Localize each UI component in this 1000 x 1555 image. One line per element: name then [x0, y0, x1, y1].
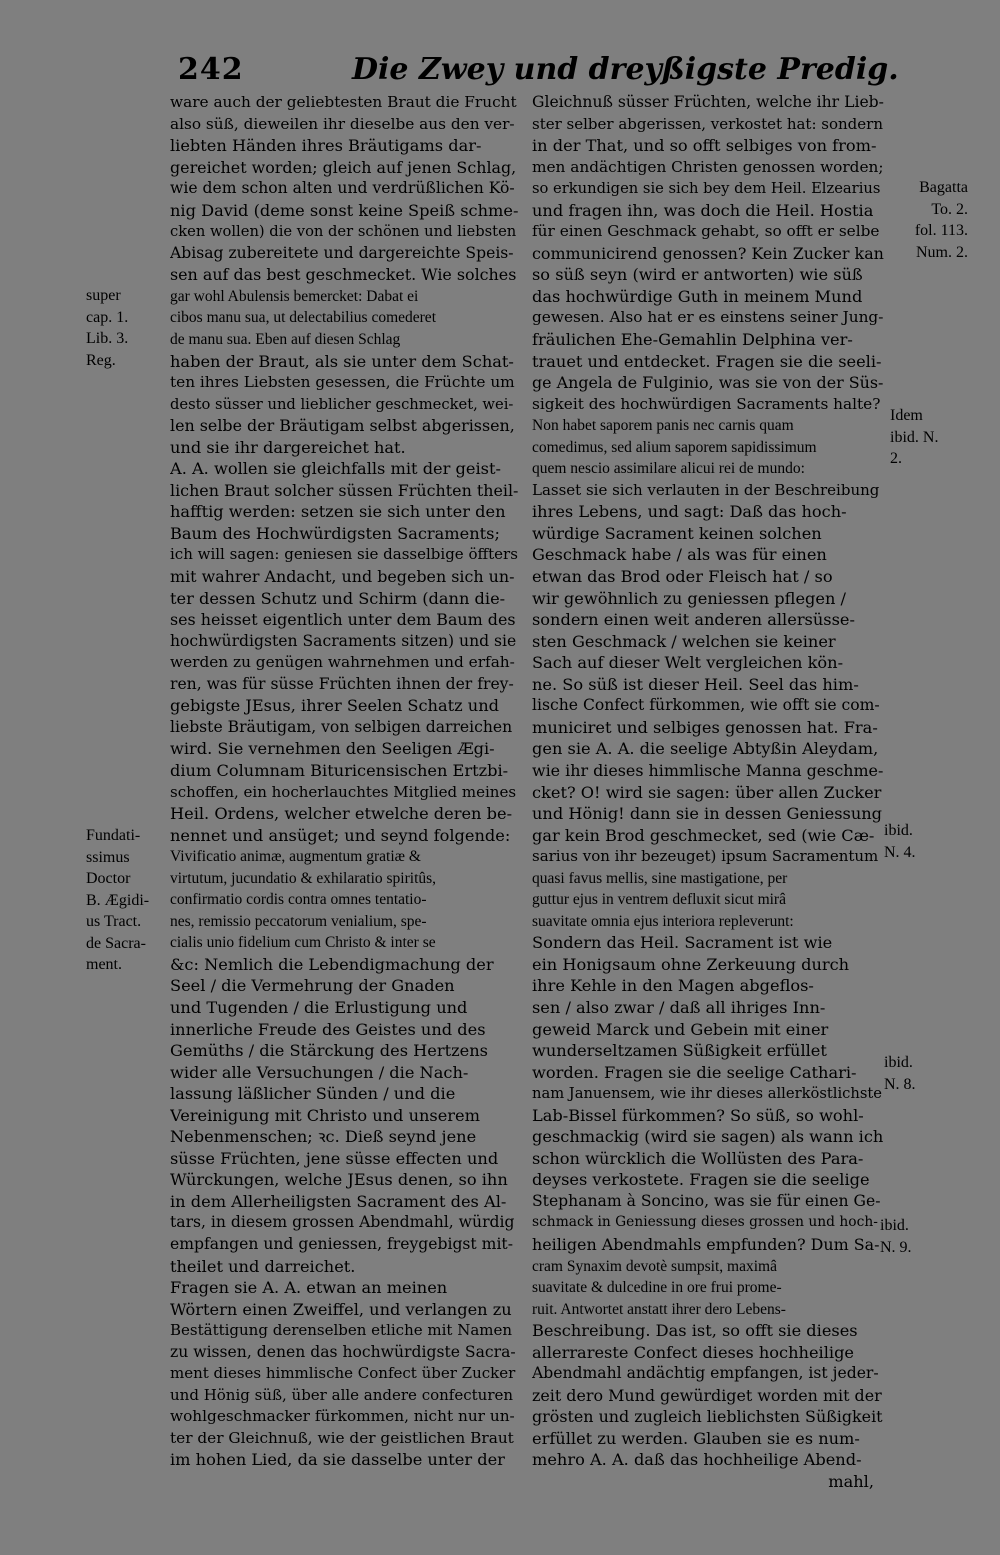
text-line: gar kein Brod geschmecket, sed (wie Cæ-: [532, 825, 875, 845]
margin-note-line: ment.: [86, 956, 122, 973]
text-line: Bestättigung derenselben etliche mit Namen: [170, 1321, 513, 1340]
margin-note-line: 2.: [890, 450, 902, 467]
text-line: quasi favus mellis, sine mastigatione, per: [532, 869, 788, 887]
margin-note-line: Fundati-: [86, 827, 141, 844]
running-title: Die Zwey und dreyßigste Predig.: [352, 52, 899, 87]
text-line: das hochwürdige Guth in meinem Mund: [532, 286, 863, 306]
margin-note-right-3: [884, 820, 916, 863]
text-line: suavitate & dulcedine in ore frui prome-: [532, 1279, 782, 1297]
text-line: gereichet worden; gleich auf jenen Schlag,: [170, 157, 517, 177]
text-line: wunderseltzamen Süßigkeit erfüllet: [532, 1041, 827, 1061]
text-line: Heil. Ordens, welcher etwelche deren be-: [170, 804, 513, 824]
text-line: ihre Kehle in den Magen abgeflos-: [532, 976, 814, 996]
text-line: mehro A. A. daß das hochheilige Abend-: [532, 1450, 862, 1470]
text-line: Lab-Bissel fürkommen? So süß, so wohl-: [532, 1105, 864, 1125]
text-line: A. A. wollen sie gleichfalls mit der geist-: [170, 459, 501, 479]
text-line: liebten Händen ihres Bräutigams dar-: [170, 136, 482, 156]
text-line: ihres Lebens, und sagt: Daß das hoch-: [532, 502, 847, 522]
text-line: mahl,: [828, 1472, 874, 1491]
text-line: virtutum, jucundatio & exhilaratio spiritûs,: [170, 869, 437, 887]
text-line: cken wollen) die von der schönen und liebsten: [170, 223, 517, 241]
text-line: men andächtigen Christen genossen worden;: [532, 157, 884, 176]
text-line: ter der Gleichnuß, wie der geistlichen Braut: [170, 1428, 514, 1447]
text-line: confirmatio cordis contra omnes tentatio-: [170, 891, 427, 909]
text-line: Stephanam à Soncino, was sie für einen Ge-: [532, 1191, 881, 1210]
text-line: theilet und darreichet.: [170, 1256, 356, 1276]
text-line: Abisag zubereitete und dargereichte Speis-: [170, 243, 514, 262]
text-line: und Hönig! dann sie in dessen Geniessung: [532, 804, 883, 824]
margin-note-right-4: [884, 1052, 916, 1095]
text-line: Sach auf dieser Welt vergleichen kön-: [532, 653, 844, 673]
text-line: nam Januensem, wie ihr dieses allerköstlichste: [532, 1085, 882, 1103]
text-line: Geschmack habe / als was für einen: [532, 545, 827, 565]
text-line: empfangen und geniessen, freygebigst mit-: [170, 1234, 513, 1253]
margin-note-line: super: [86, 287, 121, 304]
text-line: Beschreibung. Das ist, so offt sie dieses: [532, 1321, 858, 1341]
text-line: sen / also zwar / daß all ihriges Inn-: [532, 997, 826, 1017]
text-line: communicirend genossen? Kein Zucker kan: [532, 243, 884, 263]
margin-note-line: Lib. 3.: [86, 330, 129, 347]
margin-note-line: ssimus: [86, 848, 130, 866]
text-line: desto süsser und lieblicher geschmecket, wei-: [170, 395, 514, 413]
text-line: wohlgeschmacker fürkommen, nicht nur un-: [170, 1407, 515, 1426]
text-line: wird. Sie vernehmen den Seeligen Ægi-: [170, 739, 495, 759]
text-line: so süß seyn (wird er antworten) wie süß: [532, 265, 863, 285]
margin-note-line: ibid.: [884, 1054, 913, 1071]
text-line: ten ihres Liebsten gesessen, die Früchte um: [170, 373, 515, 392]
right-text-column: [532, 92, 884, 1493]
text-line: Non habet saporem panis nec carnis quam: [532, 417, 794, 435]
text-line: zeit dero Mund gewürdiget worden mit der: [532, 1385, 882, 1405]
text-line: de manu sua. Eben auf diesen Schlag: [170, 331, 401, 349]
text-line: &c: Nemlich die Lebendigmachung der: [170, 954, 494, 974]
text-line: in der That, und so offt selbiges von from-: [532, 136, 877, 156]
margin-note-right-5: [880, 1215, 912, 1258]
margin-note-left-1: [86, 285, 128, 371]
text-line: ren, was für süsse Früchten ihnen der frey-: [170, 674, 514, 693]
text-line: guttur ejus in ventrem defluxit sicut mirâ: [532, 891, 786, 909]
text-line: für einen Geschmack gehabt, so offt er selbe: [532, 222, 880, 241]
text-line: in dem Allerheiligsten Sacrament des Al-: [170, 1191, 507, 1211]
text-line: Abendmahl andächtig empfangen, ist jeder-: [532, 1364, 879, 1383]
text-line: sten Geschmack / welchen sie keiner: [532, 631, 836, 651]
text-line: hafftig werden: setzen sie sich unter den: [170, 502, 506, 522]
text-line: worden. Fragen sie die seelige Cathari-: [532, 1062, 857, 1082]
text-line: Nebenmenschen; ꝛc. Dieß seynd jene: [170, 1127, 477, 1147]
margin-note-line: Doctor: [86, 870, 131, 887]
text-line: liebste Bräutigam, von selbigen darreichen: [170, 717, 513, 736]
text-line: ge Angela de Fulginio, was sie von der Süs-: [532, 373, 884, 393]
text-line: comedimus, sed alium saporem sapidissimum: [532, 438, 817, 456]
text-line: Seel / die Vermehrung der Gnaden: [170, 976, 455, 996]
text-line: haben der Braut, als sie unter dem Schat-: [170, 351, 514, 371]
text-line: wir gewöhnlich zu geniessen pflegen /: [532, 588, 846, 608]
text-line: wie dem schon alten und verdrüßlichen Kö-: [170, 179, 515, 198]
text-line: ruit. Antwortet anstatt ihrer dero Lebens-: [532, 1300, 786, 1318]
text-line: Wörtern einen Zweiffel, und verlangen zu: [170, 1299, 512, 1319]
margin-note-line: Num. 2.: [916, 243, 968, 261]
text-line: Gleichnuß süsser Früchten, welche ihr Lieb-: [532, 93, 884, 111]
text-line: Sondern das Heil. Sacrament ist wie: [532, 933, 833, 953]
text-line: ster selber abgerissen, verkostet hat: sondern: [532, 114, 883, 133]
text-line: wie ihr dieses himmlische Manna geschme-: [532, 760, 884, 780]
text-line: und Hönig süß, über alle andere confecturen: [170, 1385, 514, 1404]
text-line: cket? O! wird sie sagen: über allen Zucker: [532, 782, 882, 802]
text-line: cibos manu sua, ut delectabilius comederet: [170, 309, 436, 327]
text-line: heiligen Abendmahls empfunden? Dum Sa-: [532, 1234, 880, 1254]
text-line: sigkeit des hochwürdigen Sacraments halte?: [532, 394, 881, 413]
left-text-column: [170, 92, 518, 1471]
text-line: nig David (deme sonst keine Speiß schme-: [170, 200, 518, 220]
text-line: lische Confect fürkommen, wie offt sie com-: [532, 696, 880, 715]
text-line: geschmackig (wird sie sagen) als wann ich: [532, 1127, 884, 1147]
text-line: cram Synaxim devotè sumpsit, maximâ: [532, 1257, 777, 1275]
text-line: gebigste JEsus, ihrer Seelen Schatz und: [170, 696, 500, 716]
text-line: schmack in Geniessung dieses grossen und hoch-: [532, 1214, 878, 1231]
text-line: würdige Sacrament keinen solchen: [532, 523, 822, 543]
margin-note-line: Idem: [890, 407, 923, 424]
text-line: ich will sagen: geniesen sie dasselbige öffters: [170, 545, 518, 564]
text-line: Fragen sie A. A. etwan an meinen: [170, 1278, 448, 1298]
margin-note-line: To. 2.: [931, 200, 968, 218]
text-line: ses heisset eigentlich unter dem Baum des: [170, 610, 516, 630]
text-line: und fragen ihn, was doch die Heil. Hostia: [532, 200, 874, 220]
margin-note-right-2: [890, 405, 938, 470]
text-line: im hohen Lied, da sie dasselbe unter der: [170, 1450, 505, 1470]
text-line: und sie ihr dargereichet hat.: [170, 437, 406, 457]
text-line: etwan das Brod oder Fleisch hat / so: [532, 567, 833, 587]
margin-note-line: N. 9.: [880, 1238, 912, 1256]
text-line: Würckungen, welche JEsus denen, so ihn: [170, 1170, 508, 1190]
text-line: cialis unio fidelium cum Christo & inter se: [170, 934, 436, 952]
text-line: geweid Marck und Gebein mit einer: [532, 1019, 829, 1039]
margin-note-line: Reg.: [86, 351, 116, 369]
text-line: schon würcklich die Wollüsten des Para-: [532, 1148, 864, 1168]
margin-note-line: N. 8.: [884, 1075, 916, 1093]
margin-note-line: us Tract.: [86, 913, 142, 930]
text-line: so erkundigen sie sich bey dem Heil. Elzearius: [532, 180, 881, 198]
text-line: erfüllet zu werden. Glauben sie es num-: [532, 1428, 860, 1448]
text-line: Vereinigung mit Christo und unserem: [170, 1105, 480, 1125]
text-line: ment dieses himmlische Confect über Zucker: [170, 1364, 516, 1383]
text-line: wider alle Versuchungen / die Nach-: [170, 1062, 469, 1082]
text-line: süsse Früchten, jene süsse effecten und: [170, 1148, 499, 1168]
text-line: dium Columnam Bituricensischen Ertzbi-: [170, 760, 509, 780]
text-line: sen auf das best geschmecket. Wie solches: [170, 265, 517, 285]
text-line: ein Honigsaum ohne Zerkeuung durch: [532, 954, 850, 974]
text-line: grösten und zugleich lieblichsten Süßigkeit: [532, 1407, 883, 1427]
text-line: zu wissen, denen das hochwürdigste Sacra-: [170, 1342, 516, 1361]
margin-note-line: fol. 113.: [914, 222, 968, 239]
text-line: municiret und selbiges genossen hat. Fra-: [532, 717, 878, 737]
text-line: innerliche Freude des Geistes und des: [170, 1019, 486, 1039]
margin-note-line: ibid. N.: [890, 428, 939, 446]
text-line: gen sie A. A. die seelige Abtyßin Aleydam,: [532, 739, 879, 759]
margin-note-line: B. Ægidi-: [86, 891, 150, 909]
text-line: fräulichen Ehe-Gemahlin Delphina ver-: [532, 330, 853, 350]
margin-note-left-2: [86, 825, 149, 976]
text-line: trauet und entdecket. Fragen sie die seeli-: [532, 351, 882, 371]
text-line: also süß, dieweilen ihr dieselbe aus den ver-: [170, 114, 515, 133]
text-line: mit wahrer Andacht, und begeben sich un-: [170, 567, 515, 587]
text-line: allerrareste Confect dieses hochheilige: [532, 1342, 855, 1362]
margin-note-line: ibid.: [880, 1217, 909, 1234]
text-line: sarius von ihr bezeuget) ipsum Sacramentum: [532, 847, 879, 866]
text-line: Lasset sie sich verlauten in der Beschreibung: [532, 480, 880, 499]
text-line: quem nescio assimilare alicui rei de mundo:: [532, 460, 805, 478]
text-line: gar wohl Abulensis bemercket: Dabat ei: [170, 287, 419, 305]
text-line: lichen Braut solcher süssen Früchten theil-: [170, 480, 518, 500]
margin-note-line: de Sacra-: [86, 934, 146, 952]
text-line: hochwürdigsten Sacraments sitzen) und sie: [170, 631, 517, 650]
text-line: nes, remissio peccatorum venialium, spe-: [170, 912, 427, 930]
text-line: Baum des Hochwürdigsten Sacraments;: [170, 523, 500, 543]
text-line: tars, in diesem grossen Abendmahl, würdig: [170, 1213, 515, 1232]
margin-note-line: cap. 1.: [86, 308, 129, 326]
margin-note-line: Bagatta: [919, 179, 968, 196]
page-number: 242: [178, 52, 244, 87]
text-line: ware auch der geliebtesten Braut die Frucht: [170, 93, 517, 111]
text-line: lassung läßlicher Sünden / und die: [170, 1084, 456, 1104]
text-line: Gemüths / die Stärckung des Hertzens: [170, 1041, 488, 1061]
text-line: suavitate omnia ejus interiora repleverunt:: [532, 912, 794, 930]
margin-note-line: N. 4.: [884, 843, 916, 861]
text-line: gewesen. Also hat er es einstens seiner Jung-: [532, 308, 884, 327]
text-line: und Tugenden / die Erlustigung und: [170, 997, 468, 1017]
text-line: schoffen, ein hocherlauchtes Mitglied meines: [170, 782, 517, 801]
text-line: nennet und ansüget; und seynd folgende:: [170, 825, 511, 845]
text-line: werden zu genügen wahrnehmen und erfah-: [170, 653, 515, 672]
text-line: ter dessen Schutz und Schirm (dann die-: [170, 588, 506, 608]
text-line: len selbe der Bräutigam selbst abgerissen,: [170, 416, 515, 436]
text-line: sondern einen weit anderen allersüsse-: [532, 610, 855, 630]
text-line: ne. So süß ist dieser Heil. Seel das him-: [532, 674, 859, 694]
text-line: Vivificatio animæ, augmentum gratiæ &: [170, 848, 421, 866]
margin-note-right-1: [888, 177, 968, 263]
margin-note-line: ibid.: [884, 822, 913, 839]
text-line: deyses verkostete. Fragen sie die seelige: [532, 1170, 870, 1190]
